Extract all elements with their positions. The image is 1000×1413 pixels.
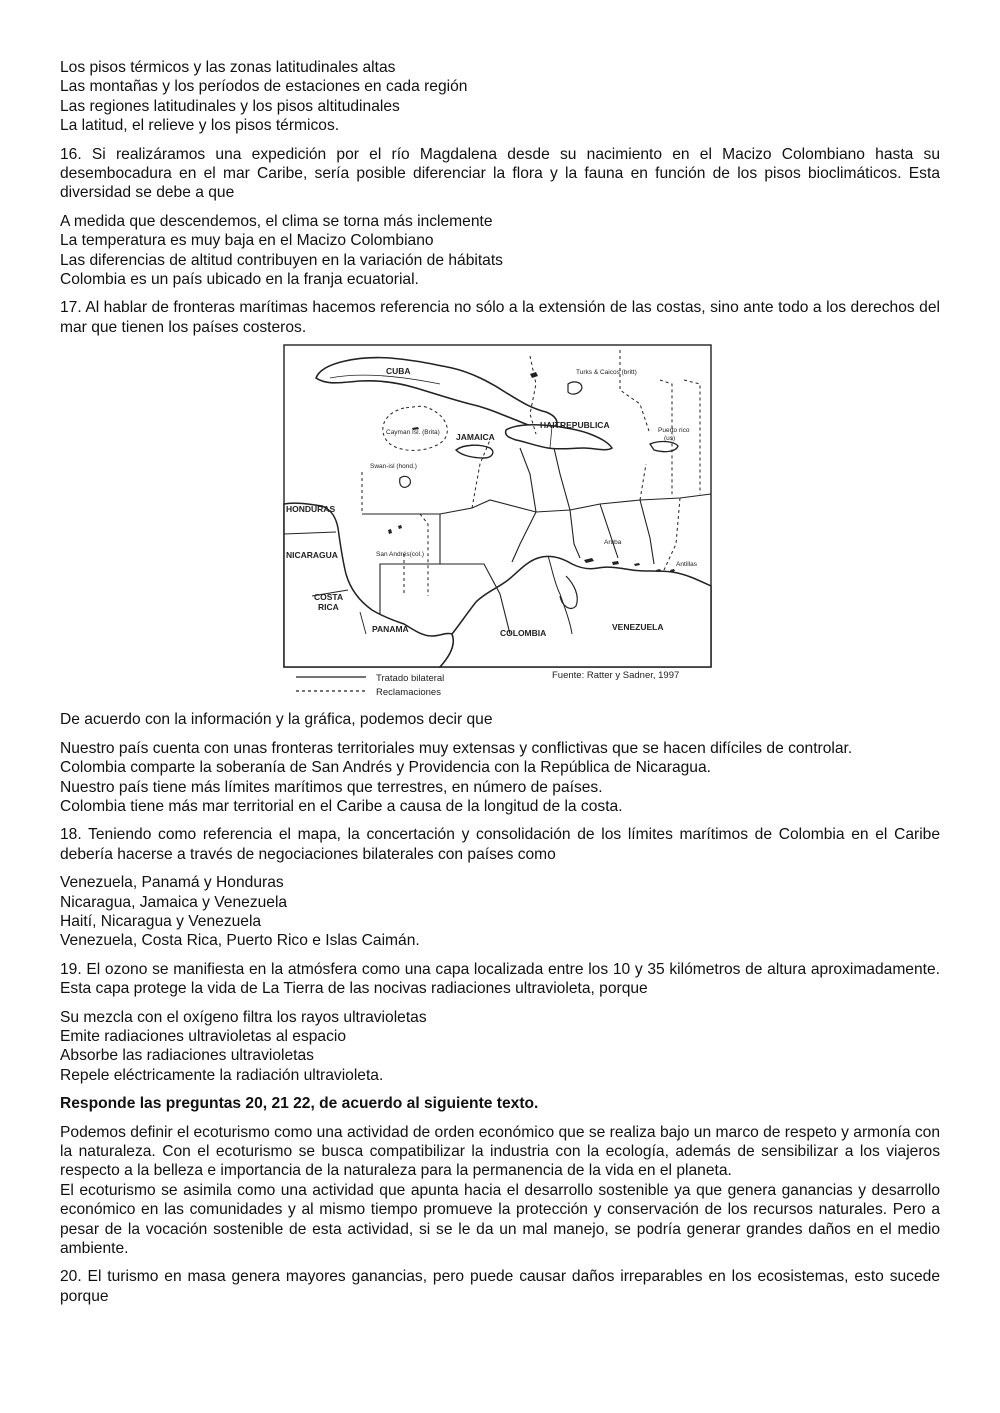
- label-costa: COSTA: [314, 592, 344, 603]
- label-cayman: Cayman Isl. (Brita): [386, 429, 440, 437]
- q18-stem: 18. Teniendo como referencia el mapa, la concertación y consolidación de los límites marítimos de Colombia en el Caribe debería hacerse a través de negociaciones bilaterales con países como: [60, 826, 940, 863]
- q17-option-1[interactable]: Nuestro país cuenta con unas fronteras territoriales muy extensas y conflictivas que se hacen difíciles de controlar.: [60, 739, 853, 757]
- q16-option-4[interactable]: Colombia es un país ubicado en la franja ecuatorial.: [60, 271, 419, 289]
- label-puerto-rico-sub: (us): [664, 435, 676, 443]
- label-swan: Swan-isl (hond.): [370, 463, 417, 471]
- q18-options: [60, 873, 940, 951]
- label-colombia: COLOMBIA: [500, 628, 547, 639]
- turks-caicos-island: [568, 382, 582, 394]
- legend-bilateral-label: Tratado bilateral: [376, 673, 445, 685]
- map-figure: [60, 344, 940, 702]
- label-republica: REPUBLICA: [560, 420, 610, 431]
- label-turks-caicos: Turks & Caicos (britt): [576, 369, 637, 377]
- worksheet-page: [60, 58, 940, 1315]
- legend-claims-label: Reclamaciones: [376, 687, 441, 699]
- label-rica: RICA: [318, 602, 339, 613]
- label-haiti: HAITI: [540, 420, 563, 431]
- q19-stem: 19. El ozono se manifiesta en la atmósfera como una capa localizada entre los 10 y 35 kilómetros de altura aproximadamente. Esta capa protege la vida de La Tierra de las nocivas radiaciones ultravioleta, porque: [60, 960, 940, 998]
- reading-paragraph-1: Podemos definir el ecoturismo como una actividad de orden económico que se realiza bajo un marco de respeto y armonía con la naturaleza. Con el ecoturismo se busca compatibilizar la industria con la ecología, además de sensibilizar a los viajeros respecto a la belleza e importancia de la naturaleza para la permanencia de la vida en el planeta.: [60, 1123, 940, 1180]
- q15-option-4[interactable]: La latitud, el relieve y los pisos térmicos.: [60, 117, 340, 135]
- reading-paragraph-2: El ecoturismo se asimila como una actividad que apunta hacia el desarrollo sostenible ya que genera ganancias y desarrollo económico en las comunidades y al mismo tiempo promueve la protección y conservación de los recursos naturales. Pero a pesar de la vocación sostenible de esta actividad, si se le da un mal manejo, se podría generar grandes daños en el medio ambiente.: [60, 1181, 940, 1258]
- label-venezuela: VENEZUELA: [612, 622, 664, 633]
- label-aruba: Aruba: [604, 539, 622, 547]
- reading-instruction: Responde las preguntas 20, 21 22, de acuerdo al siguiente texto.: [60, 1095, 539, 1113]
- label-cuba: CUBA: [386, 366, 411, 377]
- q19-option-3[interactable]: Absorbe las radiaciones ultravioletas: [60, 1047, 314, 1065]
- q18-option-3[interactable]: Haití, Nicaragua y Venezuela: [60, 912, 262, 930]
- q19-option-2[interactable]: Emite radiaciones ultravioletas al espacio: [60, 1027, 347, 1045]
- reading-passage: [60, 1123, 940, 1259]
- q16-option-2[interactable]: La temperatura es muy baja en el Macizo Colombiano: [60, 232, 434, 250]
- q19-options: [60, 1008, 940, 1086]
- q15-options: [60, 58, 940, 136]
- q16-option-1[interactable]: A medida que descendemos, el clima se torna más inclemente: [60, 212, 493, 230]
- swan-island: [400, 477, 411, 488]
- q19-option-1[interactable]: Su mezcla con el oxígeno filtra los rayos ultravioletas: [60, 1008, 427, 1026]
- q18-option-1[interactable]: Venezuela, Panamá y Honduras: [60, 874, 284, 892]
- q15-option-3[interactable]: Las regiones latitudinales y los pisos altitudinales: [60, 97, 400, 115]
- label-antillas: Antillas: [676, 561, 697, 569]
- label-nicaragua: NICARAGUA: [286, 550, 338, 561]
- q15-option-1[interactable]: Los pisos térmicos y las zonas latitudinales altas: [60, 59, 396, 76]
- q17-prompt: De acuerdo con la información y la gráfica, podemos decir que: [60, 711, 493, 729]
- q18-option-4[interactable]: Venezuela, Costa Rica, Puerto Rico e Islas Caimán.: [60, 932, 420, 950]
- q16-option-3[interactable]: Las diferencias de altitud contribuyen en la variación de hábitats: [60, 251, 503, 269]
- q17-option-2[interactable]: Colombia comparte la soberanía de San Andrés y Providencia con la República de Nicaragua.: [60, 759, 711, 777]
- q18-option-2[interactable]: Nicaragua, Jamaica y Venezuela: [60, 893, 288, 911]
- q15-option-2[interactable]: Las montañas y los períodos de estaciones en cada región: [60, 78, 468, 96]
- q16-options: [60, 212, 940, 290]
- label-panama: PANAMA: [372, 624, 409, 635]
- q17-options: [60, 739, 940, 817]
- q17-option-3[interactable]: Nuestro país tiene más límites marítimos que terrestres, en número de países.: [60, 778, 603, 796]
- q17-option-4[interactable]: Colombia tiene más mar territorial en el Caribe a causa de la longitud de la costa.: [60, 797, 623, 815]
- q16-stem: 16. Si realizáramos una expedición por el río Magdalena desde su nacimiento en el Macizo Colombiano hasta su desembocadura en el mar Caribe, sería posible diferenciar la flora y la fauna en función de los pisos bioclimáticos. Esta diversidad se debe a que: [60, 145, 940, 202]
- puerto-rico-island: [650, 442, 678, 452]
- label-san-andres: San Andrés(col.): [376, 551, 425, 559]
- map-source: Fuente: Ratter y Sadner, 1997: [552, 670, 680, 682]
- label-honduras: HONDURAS: [286, 504, 336, 515]
- q17-stem: 17. Al hablar de fronteras marítimas hacemos referencia no sólo a la extensión de las costas, sino ante todo a los derechos del mar que tienen los países costeros.: [60, 299, 940, 336]
- label-puerto-rico: Puerto rico: [658, 427, 690, 435]
- caribbean-maritime-boundaries-map: [60, 344, 940, 702]
- label-jamaica: JAMAICA: [456, 432, 495, 443]
- q19-option-4[interactable]: Repele eléctricamente la radiación ultravioleta.: [60, 1066, 384, 1084]
- q20-stem: 20. El turismo en masa genera mayores ganancias, pero puede causar daños irreparables en los ecosistemas, esto sucede porque: [60, 1268, 940, 1305]
